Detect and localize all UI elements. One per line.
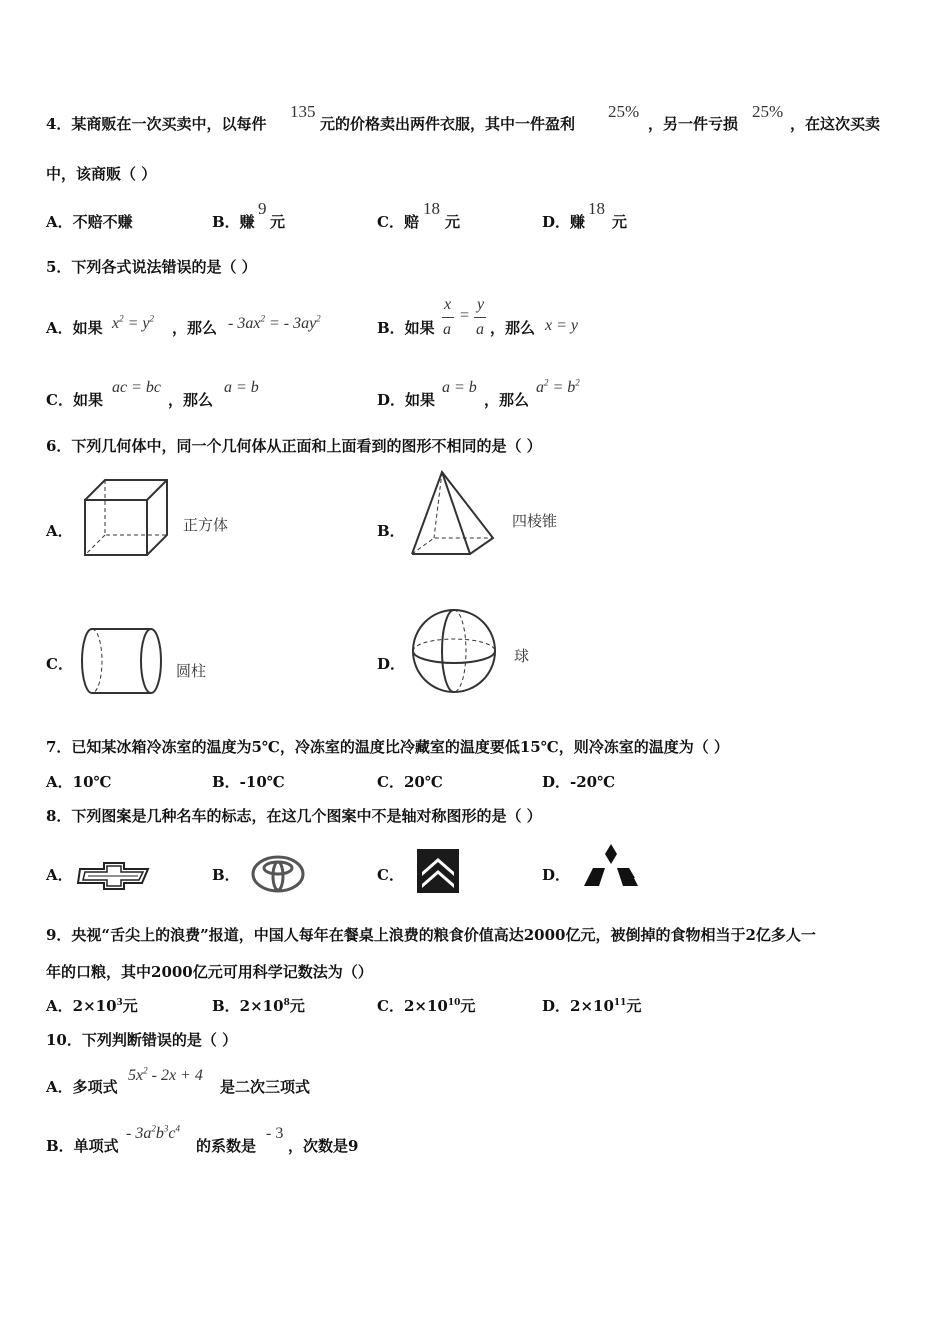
q5-option-a-condition: $x^2 = y^2$ — [112, 313, 155, 332]
q5-option-c-conclusion: a = b — [224, 379, 259, 396]
q7-option-d[interactable]: D．-20℃ — [542, 773, 616, 791]
q5-option-a-conclusion: - $3ax^2$ = - $3ay^2$ — [228, 313, 321, 332]
q10-option-a-label: A．多项式 — [46, 1078, 118, 1096]
q6-option-c-label: C． — [46, 655, 73, 673]
q9-option-a-exp: 3 — [116, 998, 123, 1008]
sphere-figure — [410, 606, 498, 696]
q10-option-a-expression: $5x^2 - 2x + 4$ — [128, 1065, 203, 1084]
q6-option-b-label: B． — [377, 522, 405, 540]
mitsubishi-logo-icon — [582, 842, 640, 892]
q4-option-d-num: 18 — [588, 199, 605, 218]
q4-option-c-num: 18 — [423, 199, 440, 218]
q9-option-b-exp: 8 — [283, 998, 290, 1008]
q6-option-a-label: A． — [46, 522, 73, 540]
pyramid-figure — [408, 470, 498, 560]
q5-option-c-then: ，那么 — [168, 391, 214, 409]
q4-option-d-label: D．赚 — [542, 213, 586, 231]
q7-option-a[interactable]: A．10℃ — [46, 773, 112, 791]
q4-option-c-unit: 元 — [445, 213, 461, 231]
q10-option-b-coef: - 3 — [266, 1125, 284, 1142]
q7-option-b[interactable]: B．-10℃ — [212, 773, 285, 791]
q5-option-d-then: ，那么 — [484, 391, 530, 409]
q9-stem-line1: 9．央视“舌尖上的浪费”报道，中国人每年在餐桌上浪费的粮食价值高达2000亿元，被倒掉的食物相当于2亿多人一 — [46, 926, 816, 944]
q10-option-b-label: B．单项式 — [46, 1137, 119, 1155]
q9-option-d-unit: 元 — [626, 997, 642, 1015]
q5-option-b-fraction-bar-right — [474, 317, 486, 318]
q8-option-c-label: C． — [377, 866, 404, 884]
q5-option-d-conclusion: $a^2 = b^2$ — [536, 377, 580, 396]
toyota-logo-icon — [250, 854, 306, 894]
q6-option-c-name: 圆柱 — [176, 662, 207, 680]
q4-text-a: 4．某商贩在一次买卖中，以每件 — [46, 115, 267, 133]
q5-option-c-condition: ac = bc — [112, 379, 161, 396]
q4-profit-pct: 25% — [608, 102, 640, 121]
q10-option-b-degree: ，次数是9 — [288, 1137, 359, 1155]
q10-option-b-coef-text: 的系数是 — [196, 1137, 257, 1155]
q9-option-c[interactable] — [377, 996, 475, 1016]
q5-option-c-label: C．如果 — [46, 391, 103, 409]
q5-option-b-fraction-bar-left — [442, 317, 454, 318]
q4-text-line2: 中，该商贩（ ） — [46, 165, 157, 183]
q5-option-a-then: ，那么 — [172, 319, 218, 337]
q8-option-d-label: D． — [542, 866, 571, 884]
q10-stem: 10．下列判断错误的是（ ） — [46, 1031, 238, 1049]
q5-option-d-condition: a = b — [442, 379, 477, 396]
q4-price: 135 — [290, 102, 316, 121]
q4-loss-pct: 25% — [752, 102, 784, 121]
q5-option-b-frac-bottom-right: a — [476, 321, 484, 338]
q9-option-d[interactable] — [542, 996, 641, 1016]
q5-option-b-conclusion: x = y — [545, 317, 578, 334]
q5-option-b-label: B．如果 — [377, 319, 435, 337]
q9-option-b-unit: 元 — [289, 997, 305, 1015]
q7-option-c[interactable]: C．20℃ — [377, 773, 443, 791]
q4-text-c: ，另一件亏损 — [648, 115, 739, 133]
q9-option-c-unit: 元 — [460, 997, 476, 1015]
q8-stem: 8．下列图案是几种名车的标志，在这几个图案中不是轴对称图形的是（ ） — [46, 807, 542, 825]
q10-option-b-monomial: - $3a^2b^3c^4$ — [126, 1123, 180, 1142]
q4-option-b-unit: 元 — [270, 213, 286, 231]
q9-option-b-base: B．2×10 — [212, 997, 284, 1015]
q5-option-b-then: ，那么 — [490, 319, 536, 337]
q9-stem-line2: 年的口粮，其中2000亿元可用科学记数法为（） — [46, 963, 373, 981]
q10-option-a-suffix: 是二次三项式 — [220, 1078, 311, 1096]
q5-option-b-frac-top-left: x — [444, 296, 452, 313]
q5-option-b-frac-bottom-left: a — [443, 321, 451, 338]
q5-option-b-frac-top-right: y — [477, 296, 485, 313]
q6-stem: 6．下列几何体中，同一个几何体从正面和上面看到的图形不相同的是（ ） — [46, 437, 542, 455]
q4-option-d-unit: 元 — [612, 213, 628, 231]
cylinder-figure — [78, 626, 168, 698]
q8-option-b-label: B． — [212, 866, 240, 884]
cube-figure — [80, 478, 170, 558]
q5-stem: 5．下列各式说法错误的是（ ） — [46, 258, 257, 276]
citroen-logo-icon — [416, 848, 460, 894]
q4-text-b: 元的价格卖出两件衣服，其中一件盈利 — [320, 115, 576, 133]
q8-option-a-label: A． — [46, 866, 73, 884]
q4-option-c-label: C．赔 — [377, 213, 419, 231]
q4-option-b-label: B．赚 — [212, 213, 255, 231]
q6-option-b-name: 四棱锥 — [512, 512, 558, 530]
q4-text-d: ，在这次买卖 — [790, 115, 881, 133]
q9-option-a-unit: 元 — [122, 997, 138, 1015]
q4-option-b-num: 9 — [258, 199, 267, 218]
q9-option-d-base: D．2×10 — [542, 997, 614, 1015]
q9-option-c-base: C．2×10 — [377, 997, 448, 1015]
q6-option-a-name: 正方体 — [183, 516, 229, 534]
q9-option-c-exp: 10 — [447, 998, 461, 1008]
q6-option-d-label: D． — [377, 655, 406, 673]
q6-option-d-name: 球 — [514, 647, 530, 665]
q9-option-a[interactable] — [46, 996, 138, 1016]
q5-option-b-equals: = — [459, 307, 470, 324]
q7-stem: 7．已知某冰箱冷冻室的温度为5℃，冷冻室的温度比冷藏室的温度要低15℃，则冷冻室的温度为（ ） — [46, 738, 729, 756]
q9-option-b[interactable] — [212, 996, 305, 1016]
q5-option-a-label: A．如果 — [46, 319, 103, 337]
q9-option-a-base: A．2×10 — [46, 997, 117, 1015]
q9-option-d-exp: 11 — [613, 998, 627, 1008]
q4-option-a[interactable]: A．不赔不赚 — [46, 213, 133, 231]
chevrolet-logo-icon — [76, 860, 152, 892]
q5-option-d-label: D．如果 — [377, 391, 436, 409]
